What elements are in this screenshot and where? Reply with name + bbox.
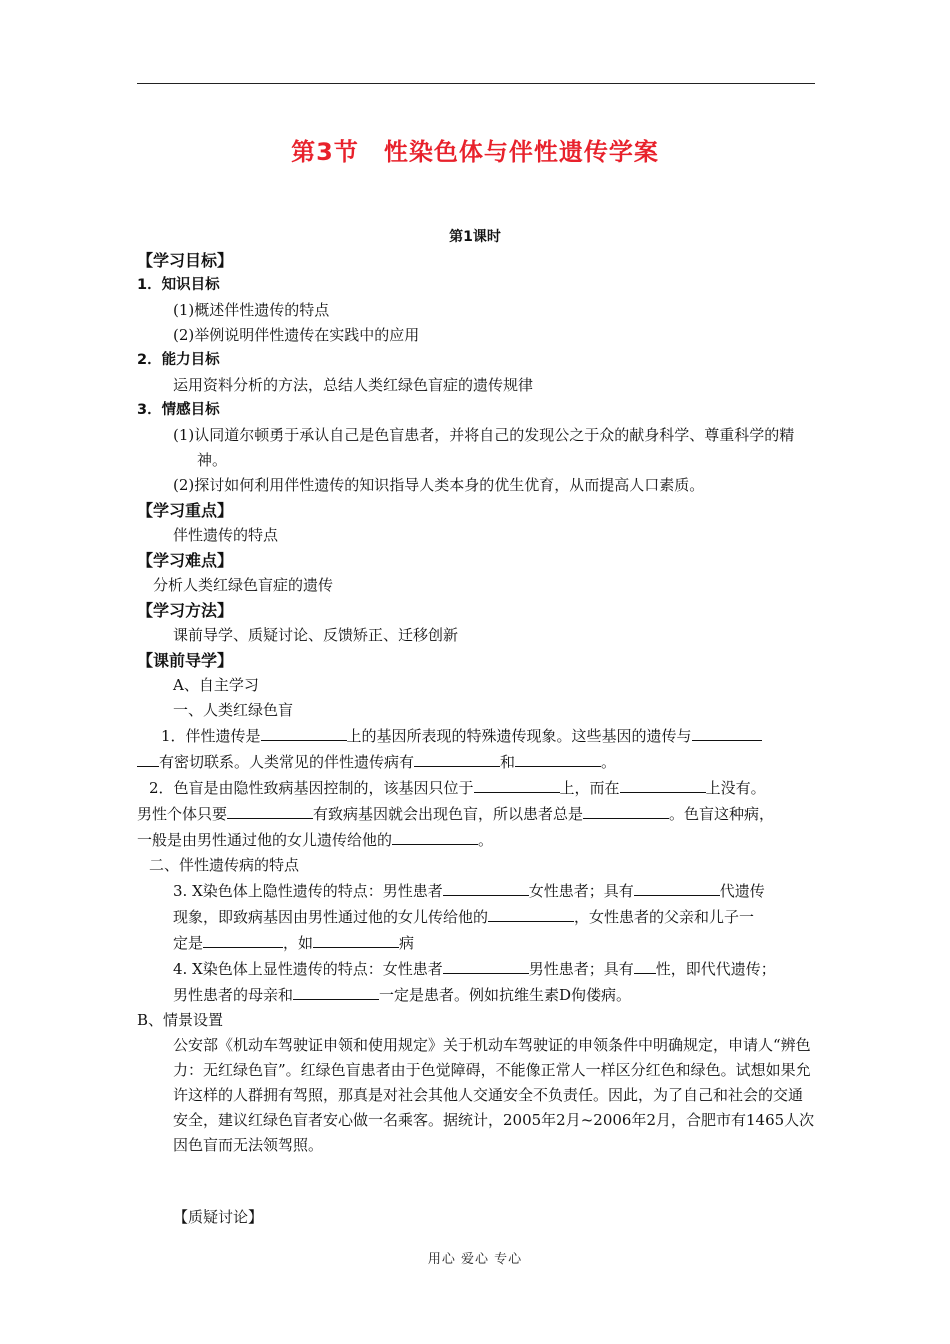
discussion-heading: 【质疑讨论】 <box>173 1208 264 1226</box>
method-item-1: 课前导学、质疑讨论、反馈矫正、迁移创新 <box>173 626 459 644</box>
blank-field[interactable] <box>293 982 379 1000</box>
blank-field[interactable] <box>488 904 574 922</box>
blank-field[interactable] <box>203 930 283 948</box>
subsection-1: 一、人类红绿色盲 <box>173 701 294 719</box>
blank-field[interactable] <box>634 878 720 896</box>
emotion-item-2: (2)探讨如何利用伴性遗传的知识指导人类本身的优生优育，从而提高人口素质。 <box>173 476 705 494</box>
page-footer: 用心 爱心 专心 <box>427 1252 523 1267</box>
emotion-item-1: (1)认同道尔顿勇于承认自己是色盲患者，并将自己的发现公之于众的献身科学、尊重科学的精神。 <box>173 426 795 469</box>
difficulty-item-1: 分析人类红绿色盲症的遗传 <box>153 576 334 594</box>
question-4-line-1: 4. X染色体上显性遗传的特点：女性患者 男性患者；具有 性，即代代遗传； <box>137 956 827 982</box>
question-4-line-2: 男性患者的母亲和 一定是患者。例如抗维生素D佝偻病。 <box>137 982 827 1008</box>
blank-field[interactable] <box>443 956 529 974</box>
blank-field[interactable] <box>634 956 656 974</box>
key-item-1: 伴性遗传的特点 <box>173 526 279 544</box>
difficulty-heading: 【学习难点】 <box>137 551 234 570</box>
blank-field[interactable] <box>692 723 762 741</box>
ability-item-1: 运用资料分析的方法，总结人类红绿色盲症的遗传规律 <box>173 376 534 394</box>
document-title: 第3节 性染色体与伴性遗传学案 <box>291 138 659 166</box>
knowledge-heading: 1．知识目标 <box>137 277 220 293</box>
goals-heading: 【学习目标】 <box>137 251 234 270</box>
blank-field[interactable] <box>313 930 399 948</box>
blank-field[interactable] <box>443 878 529 896</box>
blank-field[interactable] <box>620 775 706 793</box>
blank-field[interactable] <box>227 801 313 819</box>
ability-heading: 2．能力目标 <box>137 352 220 368</box>
blank-field[interactable] <box>137 749 159 767</box>
question-3-line-2: 现象，即致病基因由男性通过他的女儿传给他的 ，女性患者的父亲和儿子一 <box>137 904 827 930</box>
knowledge-item-2: (2)举例说明伴性遗传在实践中的应用 <box>173 326 420 344</box>
part-b-label: B、情景设置 <box>137 1011 224 1029</box>
blank-field[interactable] <box>261 723 347 741</box>
part-a-label: A、自主学习 <box>173 676 259 694</box>
question-2-line-2: 男性个体只要 有致病基因就会出现色盲，所以患者总是 。色盲这种病， <box>137 801 827 827</box>
blank-field[interactable] <box>414 749 500 767</box>
header-rule <box>137 83 815 84</box>
emotion-heading: 3．情感目标 <box>137 402 220 418</box>
blank-field[interactable] <box>392 827 478 845</box>
question-2-line-1: 2．色盲是由隐性致病基因控制的，该基因只位于 上，而在 上没有。 <box>137 775 827 801</box>
document-body <box>137 248 827 1230</box>
method-heading: 【学习方法】 <box>137 601 234 620</box>
knowledge-item-1: (1)概述伴性遗传的特点 <box>173 301 330 319</box>
guide-heading: 【课前导学】 <box>137 651 234 670</box>
subsection-2: 二、伴性遗传病的特点 <box>149 856 300 874</box>
question-3-line-1: 3. X染色体上隐性遗传的特点：男性患者 女性患者；具有 代遗传 <box>137 878 827 904</box>
question-2-line-3: 一般是由男性通过他的女儿遗传给他的 。 <box>137 827 827 853</box>
lesson-label: 第1课时 <box>449 229 501 245</box>
question-1-line-2: 有密切联系。人类常见的伴性遗传病有 和 。 <box>137 749 827 775</box>
key-heading: 【学习重点】 <box>137 501 234 520</box>
question-1-line-1: 1．伴性遗传是 上的基因所表现的特殊遗传现象。这些基因的遗传与 <box>137 723 827 749</box>
scenario-paragraph: 公安部《机动车驾驶证申领和使用规定》关于机动车驾驶证的申领条件中明确规定，申请人“辨色力：无红绿色盲”。红绿色盲患者由于色觉障碍，不能像正常人一样区分红色和绿色。试想如果允许这样的人群拥有驾照，那真是对社会其他人交通安全不负责任。因此，为了自己和社会的交通安全，建议红绿色盲者安心做一名乘客。据统计，2005年2月~2006年2月，合肥市有1465人次因色盲而无法领驾照。 <box>173 1036 815 1154</box>
blank-field[interactable] <box>583 801 669 819</box>
question-3-line-3: 定是 ，如 病 <box>137 930 827 956</box>
blank-field[interactable] <box>474 775 560 793</box>
blank-field[interactable] <box>515 749 601 767</box>
